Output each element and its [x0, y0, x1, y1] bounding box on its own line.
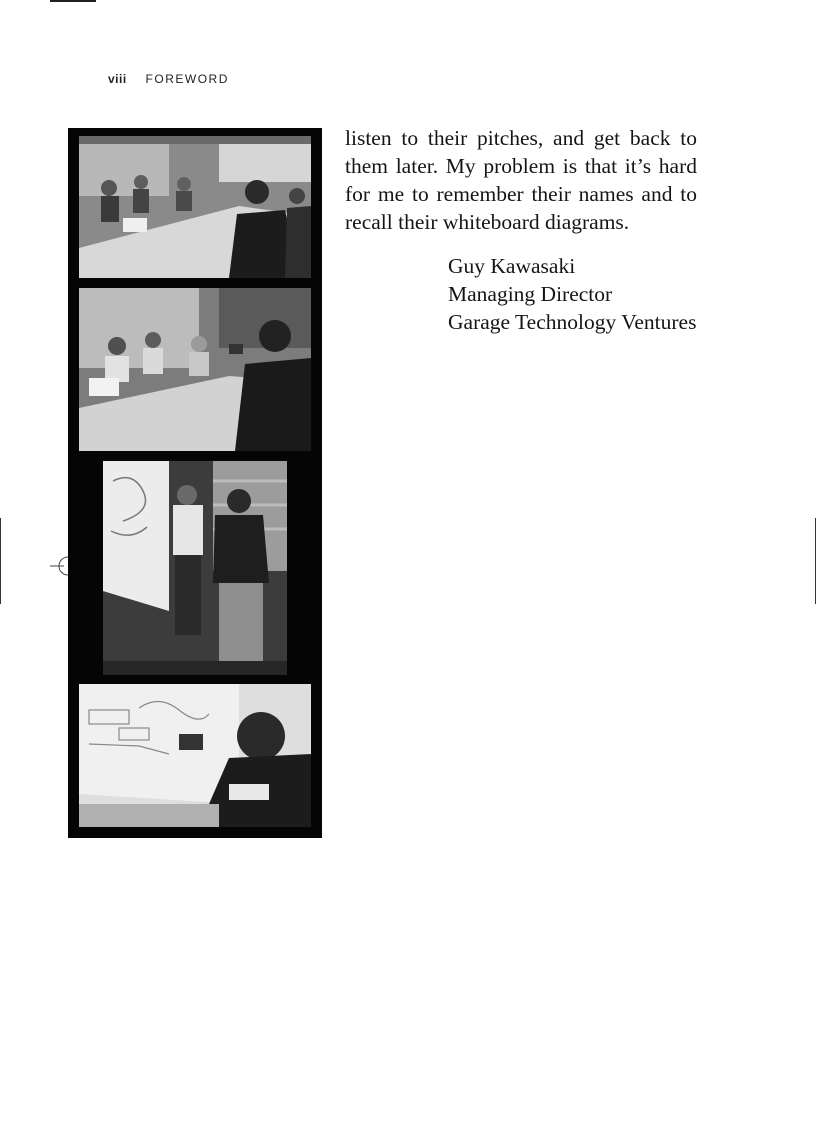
signature-name: Guy Kawasaki	[448, 254, 576, 278]
running-head	[108, 72, 229, 86]
whiteboard-snapshot-photo-icon	[79, 684, 311, 827]
body-text	[345, 124, 697, 236]
camera-phone-photo-icon	[79, 288, 311, 451]
crop-mark-top	[50, 0, 96, 2]
signature-block	[448, 252, 696, 336]
photo-strip	[68, 128, 322, 838]
page-number: viii	[108, 72, 127, 86]
signature-company: Garage Technology Ventures	[448, 310, 697, 334]
body-paragraph: listen to their pitches, and get back to them later. My problem is that it’s hard for me to remember their names and to recall their whiteboard diagrams.	[345, 126, 697, 234]
meeting-photo-icon	[79, 136, 311, 278]
section-title: FOREWORD	[145, 72, 229, 86]
signature-title: Managing Director	[448, 282, 613, 306]
crop-mark-left	[0, 518, 1, 604]
whiteboard-presentation-photo-icon	[103, 461, 287, 675]
